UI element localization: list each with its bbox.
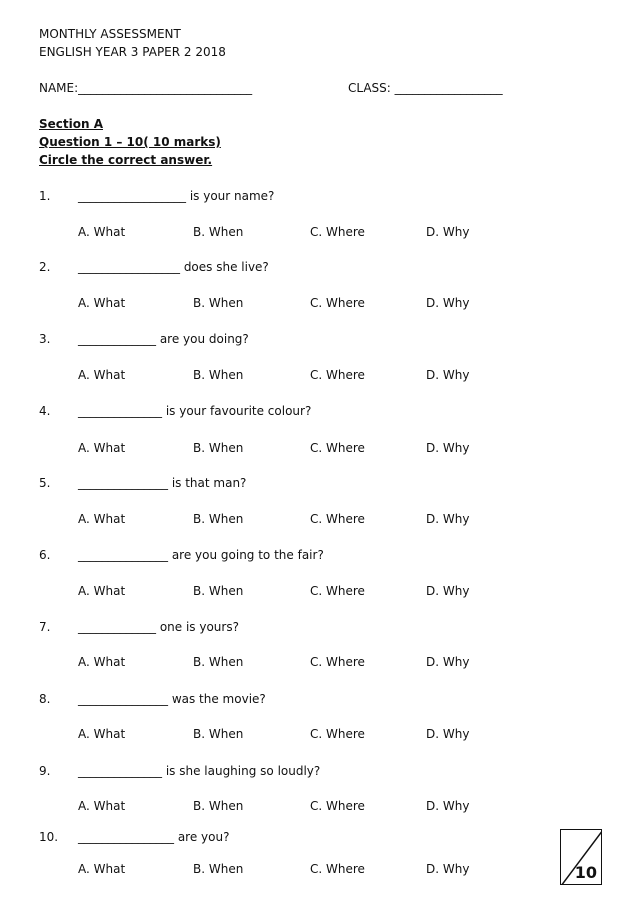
answer-option[interactable]: D. Why (426, 799, 470, 813)
answer-option[interactable]: C. Where (310, 799, 365, 813)
section-title: Section A (39, 117, 103, 131)
answer-option[interactable]: B. When (193, 655, 244, 669)
question-text: _______________ are you going to the fair? (78, 548, 324, 562)
answer-option[interactable]: B. When (193, 727, 244, 741)
answer-option[interactable]: B. When (193, 296, 244, 310)
answer-option[interactable]: C. Where (310, 225, 365, 239)
question-number: 5. (39, 476, 51, 490)
answer-option[interactable]: A. What (78, 441, 126, 455)
answer-option[interactable]: D. Why (426, 441, 470, 455)
answer-option[interactable]: B. When (193, 441, 244, 455)
question-number: 6. (39, 548, 51, 562)
answer-option[interactable]: C. Where (310, 441, 365, 455)
answer-option[interactable]: B. When (193, 512, 244, 526)
doc-title: MONTHLY ASSESSMENT (39, 27, 181, 41)
answer-option[interactable]: A. What (78, 296, 126, 310)
answer-option[interactable]: C. Where (310, 296, 365, 310)
answer-option[interactable]: A. What (78, 727, 126, 741)
answer-option[interactable]: C. Where (310, 655, 365, 669)
question-number: 1. (39, 189, 51, 203)
question-number: 9. (39, 764, 51, 778)
question-number: 10. (39, 830, 59, 844)
answer-option[interactable]: D. Why (426, 225, 470, 239)
question-text: __________________ is your name? (78, 189, 275, 203)
answer-option[interactable]: D. Why (426, 862, 470, 876)
answer-option[interactable]: C. Where (310, 584, 365, 598)
answer-option[interactable]: B. When (193, 584, 244, 598)
question-number: 7. (39, 620, 51, 634)
answer-option[interactable]: B. When (193, 799, 244, 813)
score-box (560, 829, 602, 885)
name-field-label: NAME:_____________________________ (39, 81, 253, 95)
doc-subtitle: ENGLISH YEAR 3 PAPER 2 2018 (39, 45, 226, 59)
answer-option[interactable]: B. When (193, 368, 244, 382)
question-text: ______________ is she laughing so loudly? (78, 764, 321, 778)
answer-option[interactable]: D. Why (426, 368, 470, 382)
answer-option[interactable]: A. What (78, 655, 126, 669)
question-number: 8. (39, 692, 51, 706)
answer-option[interactable]: D. Why (426, 584, 470, 598)
question-text: _______________ is that man? (78, 476, 247, 490)
question-number: 4. (39, 404, 51, 418)
instruction: Circle the correct answer. (39, 153, 213, 167)
question-text: _______________ was the movie? (78, 692, 266, 706)
answer-option[interactable]: C. Where (310, 727, 365, 741)
answer-option[interactable]: A. What (78, 862, 126, 876)
answer-option[interactable]: D. Why (426, 727, 470, 741)
question-text: _________________ does she live? (78, 260, 269, 274)
score-max: 10 (574, 863, 597, 882)
answer-option[interactable]: D. Why (426, 296, 470, 310)
answer-option[interactable]: B. When (193, 225, 244, 239)
answer-option[interactable]: A. What (78, 584, 126, 598)
answer-option[interactable]: A. What (78, 368, 126, 382)
answer-option[interactable]: D. Why (426, 655, 470, 669)
answer-option[interactable]: A. What (78, 512, 126, 526)
answer-option[interactable]: C. Where (310, 862, 365, 876)
question-text: _____________ are you doing? (78, 332, 249, 346)
answer-option[interactable]: A. What (78, 225, 126, 239)
answer-option[interactable]: C. Where (310, 512, 365, 526)
question-number: 2. (39, 260, 51, 274)
question-text: ________________ are you? (78, 830, 230, 844)
answer-option[interactable]: D. Why (426, 512, 470, 526)
class-field-label: CLASS: __________________ (348, 81, 503, 95)
question-text: ______________ is your favourite colour? (78, 404, 312, 418)
answer-option[interactable]: A. What (78, 799, 126, 813)
question-number: 3. (39, 332, 51, 346)
question-text: _____________ one is yours? (78, 620, 239, 634)
question-range: Question 1 – 10( 10 marks) (39, 135, 221, 149)
answer-option[interactable]: C. Where (310, 368, 365, 382)
answer-option[interactable]: B. When (193, 862, 244, 876)
